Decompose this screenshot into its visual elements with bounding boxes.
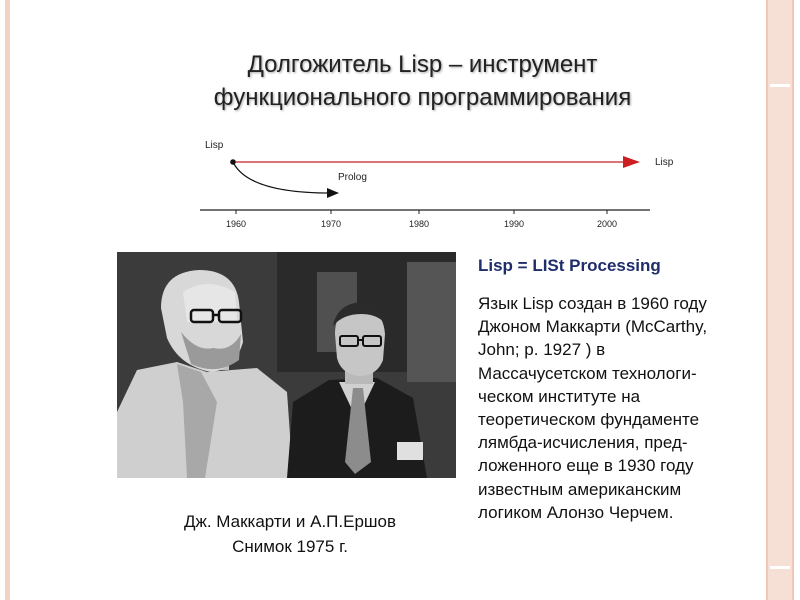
right-border-notch [770, 566, 790, 569]
title-line-1: Долгожитель Lisp – инструмент [247, 51, 598, 78]
year-label-1990: 1990 [503, 219, 525, 229]
text-line: теоретическом фундаменте [478, 410, 700, 430]
prolog-arrowhead-icon [327, 188, 339, 198]
text-line: Язык Lisp создан в 1960 году [478, 294, 707, 313]
text-line: лямбда-исчисления, пред- [478, 433, 688, 453]
title-line-2: функционального программирования [213, 84, 632, 111]
right-border-notch [770, 84, 790, 87]
text-line: ложенного еще в 1930 году [478, 456, 694, 476]
text-line: Джоном Маккарти (McCarthy, [478, 317, 708, 337]
photo-caption [140, 509, 440, 559]
timeline-diagram [190, 130, 674, 240]
caption-line-2: Снимок 1975 г. [232, 537, 348, 556]
slide-title [150, 48, 695, 114]
text-line: Массачусетском технологи- [478, 363, 697, 383]
prolog-label: Prolog [338, 172, 367, 183]
lisp-start-label: Lisp [205, 140, 224, 151]
text-line: John; р. 1927 ) в [478, 340, 606, 360]
year-label-1980: 1980 [408, 219, 430, 229]
text-line: известным американским [478, 479, 682, 499]
lisp-history-text [478, 292, 753, 524]
caption-line-1: Дж. Маккарти и А.П.Ершов [183, 512, 397, 531]
lisp-arrowhead-icon [623, 156, 640, 168]
lisp-end-label: Lisp [655, 157, 674, 168]
right-border-band [768, 0, 792, 600]
mccarthy-ershov-photo [117, 252, 456, 478]
year-label-1960: 1960 [225, 219, 247, 229]
year-label-2000: 2000 [596, 219, 618, 229]
right-border-line [766, 0, 768, 600]
year-label-1970: 1970 [320, 219, 342, 229]
right-border-line [792, 0, 794, 600]
text-line: логиком Алонзо Черчем. [478, 502, 674, 522]
prolog-branch-curve [233, 162, 330, 193]
lisp-definition-heading: Lisp = LISt Processing [478, 256, 661, 275]
text-line: ческом институте на [478, 386, 641, 406]
photo-illustration [117, 252, 456, 478]
left-border-stripe [5, 0, 10, 600]
